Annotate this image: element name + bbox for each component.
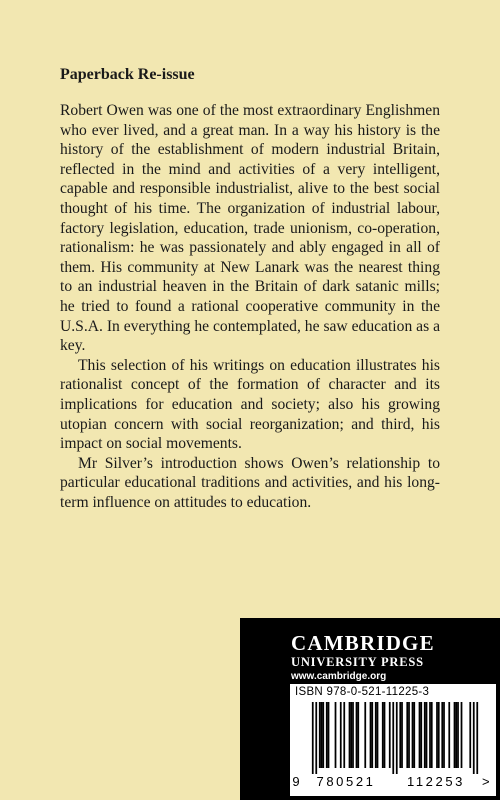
barcode-bar (436, 702, 438, 768)
barcode-bar (328, 702, 330, 768)
barcode-bar (419, 702, 421, 768)
publisher-block (240, 618, 500, 800)
barcode-bar (335, 702, 337, 768)
isbn-label: ISBN 978-0-521-11225-3 (295, 686, 430, 698)
barcode-lead-digit: 9 (292, 774, 300, 789)
barcode-end-mark: > (482, 774, 490, 789)
barcode-bar (448, 702, 450, 768)
barcode-right-digits: 112253 (406, 774, 465, 789)
blurb-paragraph-2: This selection of his writings on education illustrates his rationalist concept of the formation of character and its implications for education and society; also his growing utopian concern with social reorganization; and third, his impact on social movements. (60, 356, 440, 453)
blurb-paragraph-1: Robert Owen was one of the most extraordinary Englishmen who ever lived, and a great man. In a way his history is the history of the establishment of modern industrial Britain, reflected in the mind and activities of a very intelligent, capable and responsible industrialist, alive to the best social thought of his time. The organization of industrial labour, factory legislation, education, trade unionism, co-operation, rationalism: he was passionately and ably engaged in all of them. His community at New Lanark was the nearest thing to an industrial heaven in the Britain of dark satanic mills; he tried to found a rational cooperative community in the U.S.A. In everything he contemplated, he saw education as a key. (60, 102, 440, 355)
barcode-bar (364, 702, 366, 768)
barcode-bar (370, 702, 372, 768)
barcode-bar (406, 702, 408, 768)
barcode-bar (349, 702, 351, 768)
barcode-bar (312, 702, 314, 774)
barcode-bar (441, 702, 443, 768)
barcode-digits (290, 774, 494, 789)
barcode-bar (429, 702, 431, 768)
barcode-bar (413, 702, 415, 768)
barcode-bar (454, 702, 456, 768)
barcode-bar (399, 702, 401, 768)
barcode-bar (357, 702, 359, 768)
barcode-bar (375, 702, 377, 768)
barcode-bar (443, 702, 445, 768)
barcode-left-digits: 780521 (316, 774, 376, 789)
cover-heading: Paperback Re-issue (60, 66, 195, 83)
barcode-bar (392, 702, 394, 774)
barcode-bar (455, 702, 457, 768)
barcode-bar (389, 702, 391, 768)
cover-blurb (60, 101, 440, 512)
barcode-bar (412, 702, 414, 768)
barcode-bar (371, 702, 373, 768)
blurb-paragraph-3: Mr Silver’s introduction shows Owen’s relationship to particular educational traditions and activities, and his long-term influence on attitudes to education. (60, 454, 440, 511)
barcode-bar (326, 702, 328, 768)
barcode-bars-icon (300, 702, 490, 774)
barcode-bar (461, 702, 463, 768)
barcode-bar (321, 702, 323, 768)
barcode-bar (431, 702, 433, 768)
barcode-bar (343, 702, 345, 768)
barcode-bar (396, 702, 398, 774)
barcode-bar (476, 702, 478, 774)
barcode-bar (473, 702, 475, 774)
barcode-box (290, 684, 496, 796)
publisher-url: www.cambridge.org (291, 671, 387, 682)
barcode-bar (319, 702, 321, 768)
barcode-bar (315, 702, 317, 774)
barcode-bar (438, 702, 440, 768)
barcode-bar (384, 702, 386, 768)
barcode-bar (350, 702, 352, 768)
barcode-bar (352, 702, 354, 768)
barcode-bar (382, 702, 384, 768)
publisher-logo-name: CAMBRIDGE (291, 631, 435, 655)
publisher-logo-subname: UNIVERSITY PRESS (291, 655, 424, 669)
barcode-bar (340, 702, 342, 768)
barcode-bar (426, 702, 428, 768)
barcode-bar (420, 702, 422, 768)
barcode-bar (469, 702, 471, 768)
barcode-bar (401, 702, 403, 768)
barcode-bar (356, 702, 358, 768)
barcode-bar (377, 702, 379, 768)
barcode-bar (322, 702, 324, 768)
barcode-bar (424, 702, 426, 768)
barcode-bar (457, 702, 459, 768)
barcode-bar (408, 702, 410, 768)
